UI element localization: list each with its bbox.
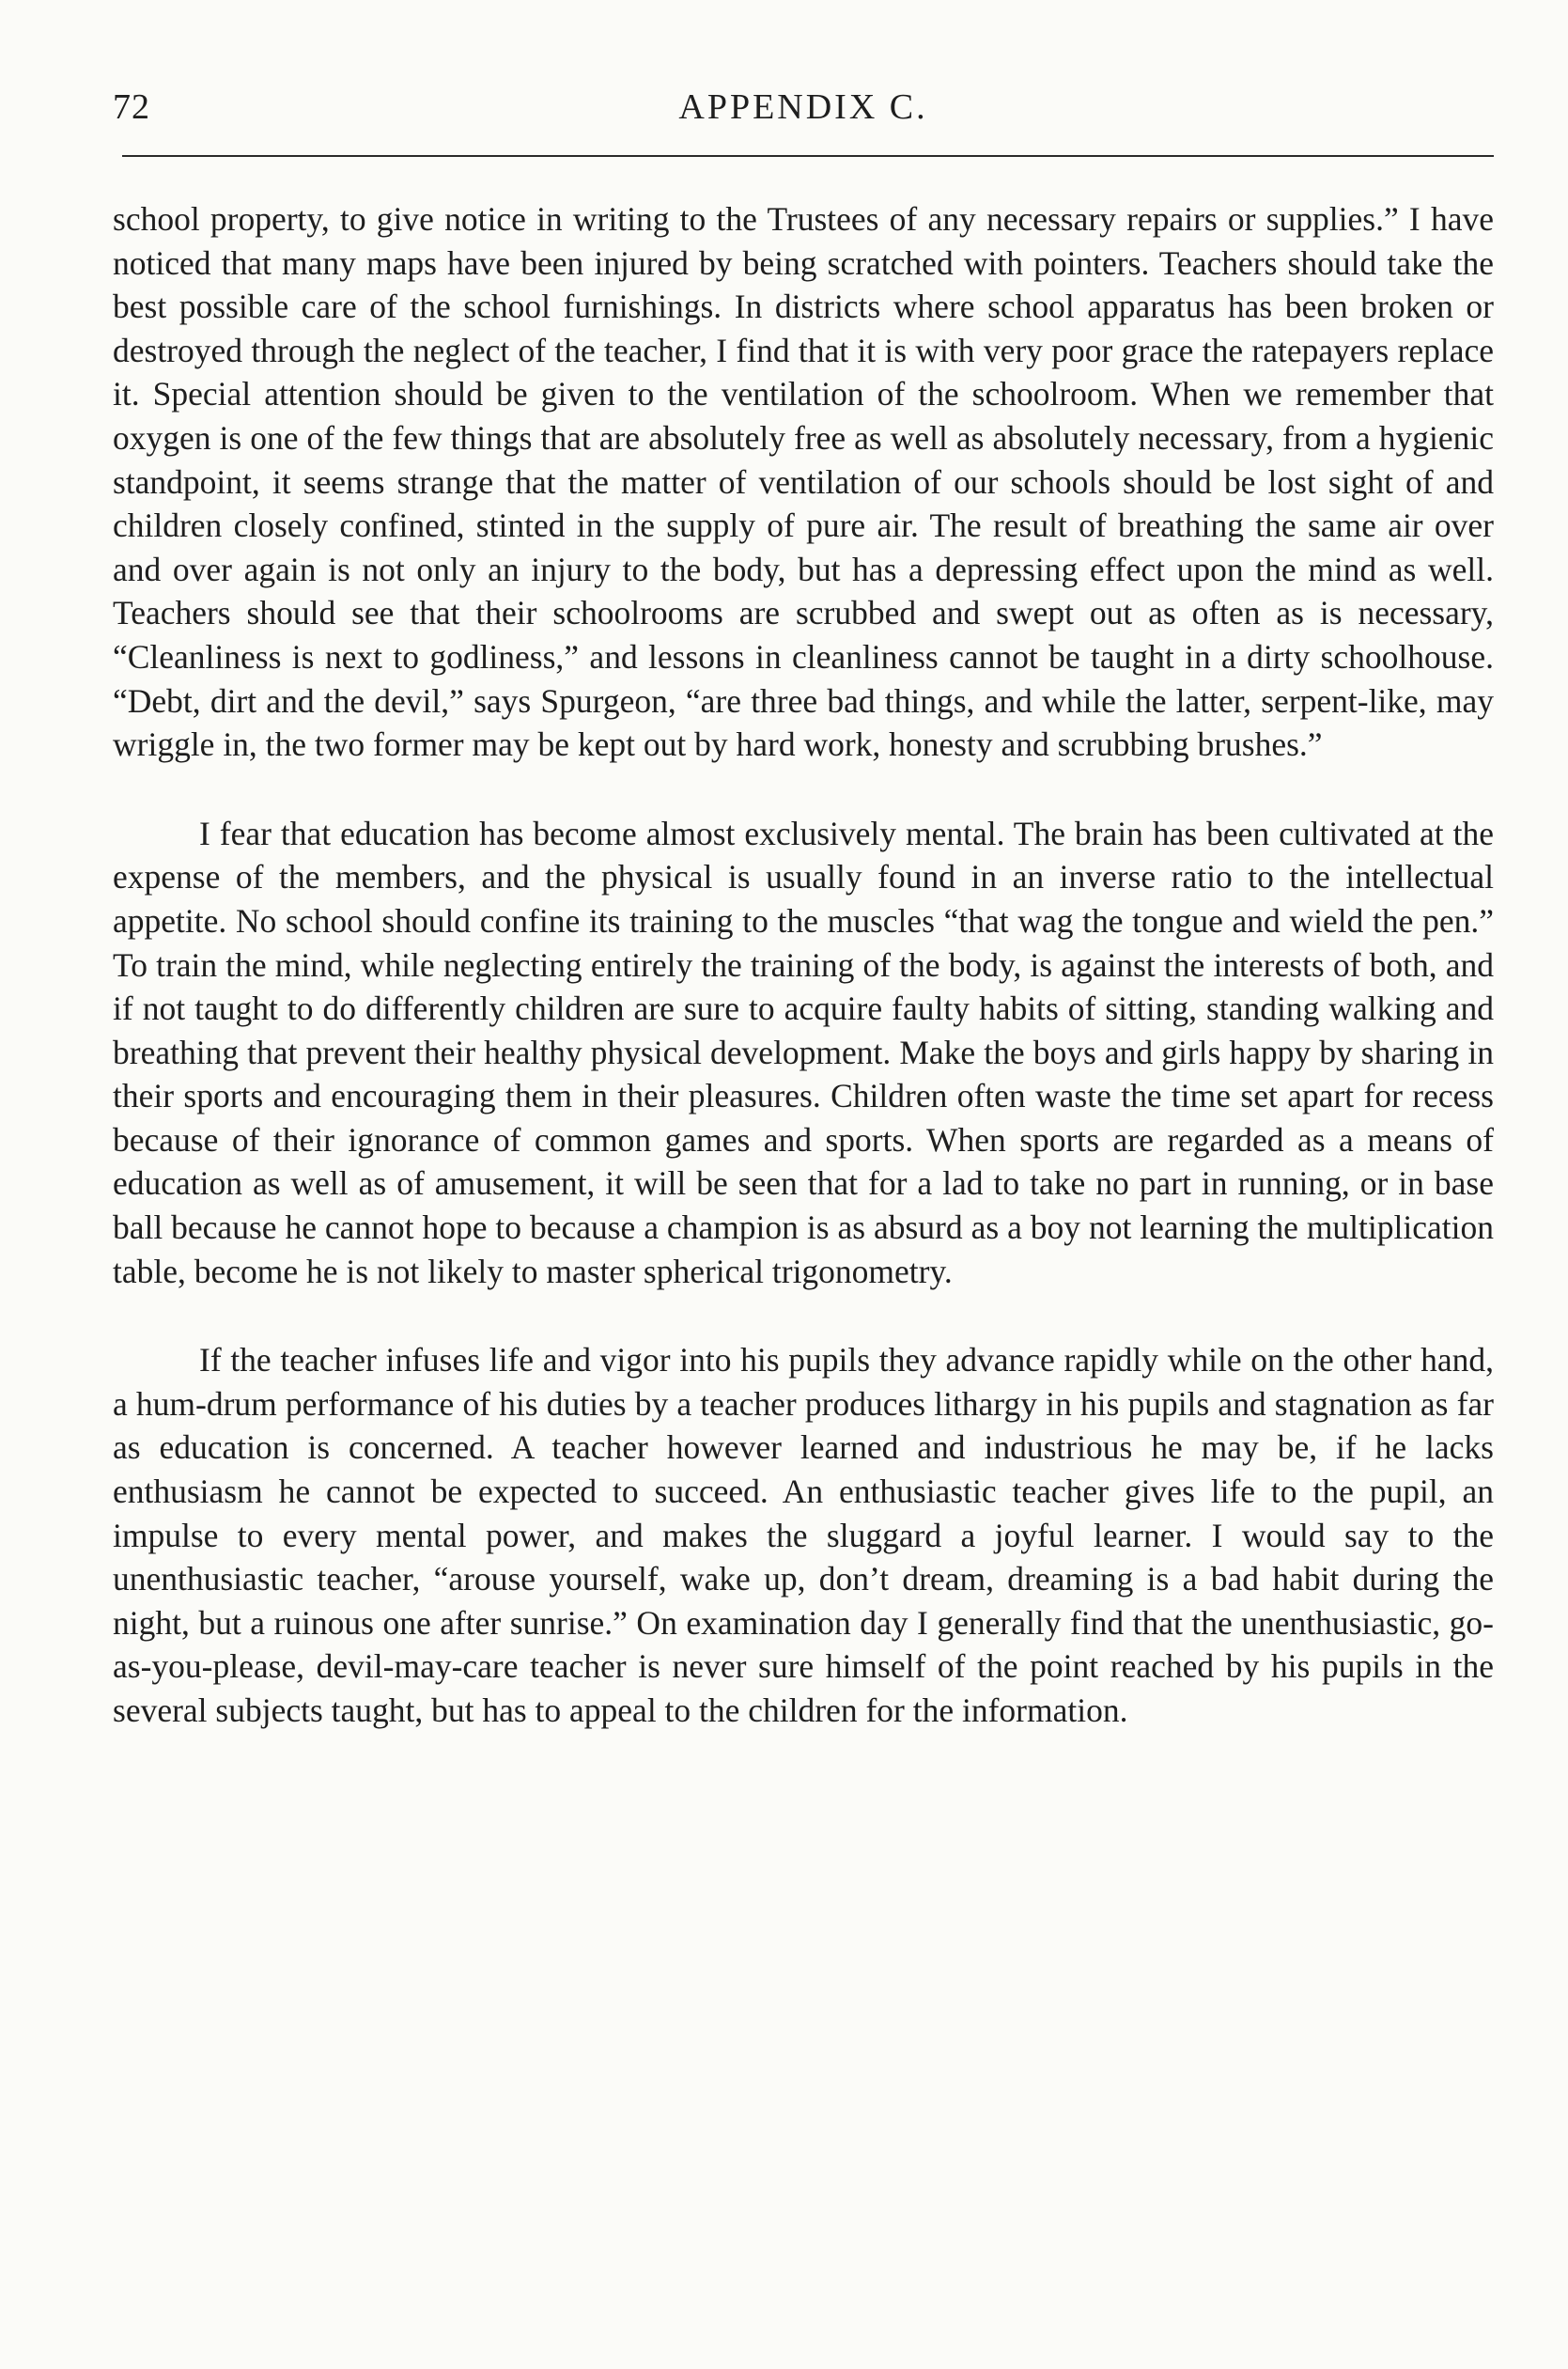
paragraph-enthusiasm: If the teacher infuses life and vigor into his pupils they advance rapidly while on the other hand, a hum-drum performance of his duties by a teacher produces lithargy in his pupils and stagnation as far as education is concerned. A teacher however learned and industrious he may be, if he lacks enthusiasm he cannot be expected to succeed. An enthusiastic teacher gives life to the pupil, an impulse to every mental power, and makes the sluggard a joyful learner. I would say to the unenthusiastic teacher, “arouse yourself, wake up, don’t dream, dreaming is a bad habit during the night, but a ruinous one after sunrise.” On examination day I generally find that the unenthusiastic, go-as-you-please, devil-may-care teacher is never sure himself of the point reached by his pupils in the several subjects taught, but has to appeal to the children for the information.: [113, 1341, 1494, 1729]
running-head: APPENDIX C.: [678, 87, 928, 127]
body-text: [113, 197, 1494, 1733]
page-header: [113, 86, 1494, 143]
header-rule: [122, 155, 1494, 157]
page-number: 72: [113, 87, 150, 127]
paragraph-physical-education: I fear that education has become almost exclusively mental. The brain has been cultivated at the expense of the members, and the physical is usually found in an inverse ratio to the intellectual appetite. No school should confine its training to the muscles “that wag the tongue and wield the pen.” To train the mind, while neglecting entirely the training of the body, is against the interests of both, and if not taught to do differently children are sure to acquire faulty habits of sitting, standing walking and breathing that prevent their healthy physical development. Make the boys and girls happy by sharing in their sports and encouraging them in their pleasures. Children often waste the time set apart for recess because of their ignorance of common games and sports. When sports are regarded as a means of education as well as of amusement, it will be seen that for a lad to take no part in running, or in base ball because he cannot hope to because a champion is as absurd as a boy not learning the multiplication table, become he is not likely to master spherical trigonometry.: [113, 814, 1494, 1290]
paragraph-continued: school property, to give notice in writing to the Trustees of any necessary repairs or supplies.” I have noticed that many maps have been injured by being scratched with pointers. Teachers should take the best possible care of the school furnishings. In districts where school apparatus has been broken or destroyed through the neglect of the teacher, I find that it is with very poor grace the ratepayers replace it. Special attention should be given to the ventilation of the schoolroom. When we remember that oxygen is one of the few things that are absolutely free as well as absolutely necessary, from a hygienic standpoint, it seems strange that the matter of ventilation of our schools should be lost sight of and children closely confined, stinted in the supply of pure air. The result of breathing the same air over and over again is not only an injury to the body, but has a depressing effect upon the mind as well. Teachers should see that their schoolrooms are scrubbed and swept out as often as is necessary, “Cleanliness is next to godliness,” and lessons in cleanliness cannot be taught in a dirty schoolhouse. “Debt, dirt and the devil,” says Spurgeon, “are three bad things, and while the latter, serpent-like, may wriggle in, the two former may be kept out by hard work, honesty and scrubbing brushes.”: [113, 200, 1494, 764]
